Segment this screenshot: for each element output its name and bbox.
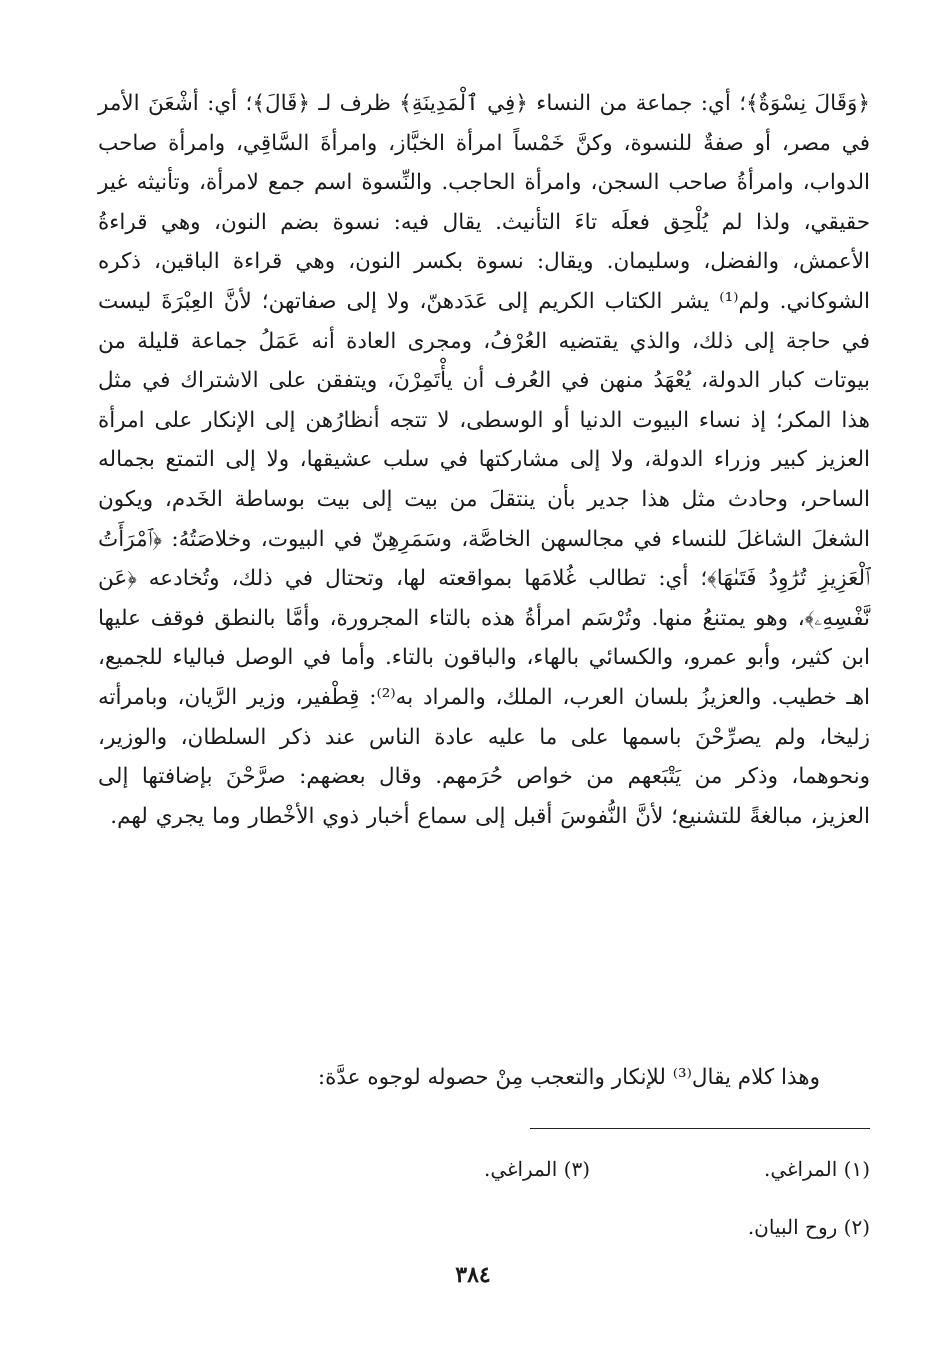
footnote-row [98, 1140, 870, 1198]
footnote-text: روح البيان. [747, 1215, 838, 1239]
footnote-separator [530, 1128, 870, 1129]
body-paragraph: ﴿وَقَالَ نِسْوَةٌ﴾؛ أي: جماعة من النساء ﴿فِي ٱلْمَدِينَةِ﴾ ظرف لـ ﴿قَالَ﴾؛ أي: أشْعَنَ الأمر في مصر، أو صفةٌ للنسوة، وكنَّ خَمْساً امرأة الخبَّاز، وامرأةَ السَّاقِي، وامرأة صاحب الدواب، وامرأةُ صاحب السجن، وامرأة الحاجب. والنِّسوة اسم جمع لامرأة، وتأنيثه غير حقيقي، ولذا لم يُلْحِق فعلَه تاءَ التأنيث. يقال فيه: نسوة بضم النون، وهي قراءةُ الأعمش، والفضل، وسليمان. ويقال: نسوة بكسر النون، وهي قراءة الباقين، ذكره الشوكاني. ولم⁽¹⁾ يشر الكتاب الكريم إلى عَدَدهنّ، ولا إلى صفاتهن؛ لأنَّ العِبْرَةَ ليست في حاجة إلى ذلك، والذي يقتضيه العُرْفُ، ومجرى العادة أنه عَمَلُ جماعة قليلة من بيوتات كبار الدولة، يُعْهَدُ منهن في العُرف أن يأْتَمِرْنَ، ويتفقن على الاشتراك في مثل هذا المكر؛ إذ نساء البيوت الدنيا أو الوسطى، لا تتجه أنظارُهن إلى الإنكار على امرأة العزيز كبير وزراء الدولة، ولا إلى مشاركتها في سلب عشيقها، ولا إلى التمتع بجماله الساحر، وحادث مثل هذا جدير بأن ينتقلَ من بيت إلى بيت بوساطة الخَدم، ويكون الشغلَ الشاغلَ للنساء في مجالسهن الخاصَّة، وسَمَرِهِنّ في البيوت، وخلاصَتُهُ: ﴿ٱمْرَأَتُ ٱلْعَزِيزِ تُرَٰوِدُ فَتَىٰهَا﴾؛ أي: تطالب غُلامَها بمواقعته لها، وتحتال في ذلك، وتُخادعه ﴿عَن نَّفْسِهِۦ﴾، وهو يمتنعُ منها. وتُرْسَم امرأةُ هذه بالتاء المجرورة، وأمَّا بالنطق فوقف عليها ابن كثير، وأبو عمرو، والكسائي بالهاء، والباقون بالتاء. وأما في الوصل فبالياء للجميع، اهـ خطيب. والعزيزُ بلسان العرب، الملك، والمراد به⁽²⁾: قِطْفير، وزير الرَّيان، وبامرأته زليخا، ولم يصرِّحْنَ باسمها على ما عليه عادة الناس عند ذكر السلطان، والوزير، ونحوهما، وذكر من يَتْبَعهم من خواص حُرَمهم. وقال بعضهم: صرَّحْنَ بإضافتها إلى العزيز، مبالغةً للتشنيع؛ لأنَّ النُّفوسَ أقبل إلى سماع أخبار ذوي الأخْطار وما يجري لهم. [98, 91, 871, 829]
footnote-2 [590, 1215, 870, 1239]
footnote-marker: (١) [843, 1157, 870, 1181]
main-text-block [98, 84, 870, 836]
footnote-row [98, 1198, 870, 1256]
footnotes [98, 1140, 870, 1256]
footnote-text: المراغي. [483, 1157, 558, 1181]
footnote-text: المراغي. [763, 1157, 838, 1181]
footnote-3 [310, 1157, 590, 1181]
page-number: ٣٨٤ [455, 1262, 491, 1288]
footnote-marker: (٣) [563, 1157, 590, 1181]
closing-line: وهذا كلام يقال⁽³⁾ للإنكار والتعجب مِنْ حصوله لوجوه عدَّة: [317, 1065, 820, 1090]
footnote-marker: (٢) [843, 1215, 870, 1239]
footnote-1 [590, 1157, 870, 1181]
